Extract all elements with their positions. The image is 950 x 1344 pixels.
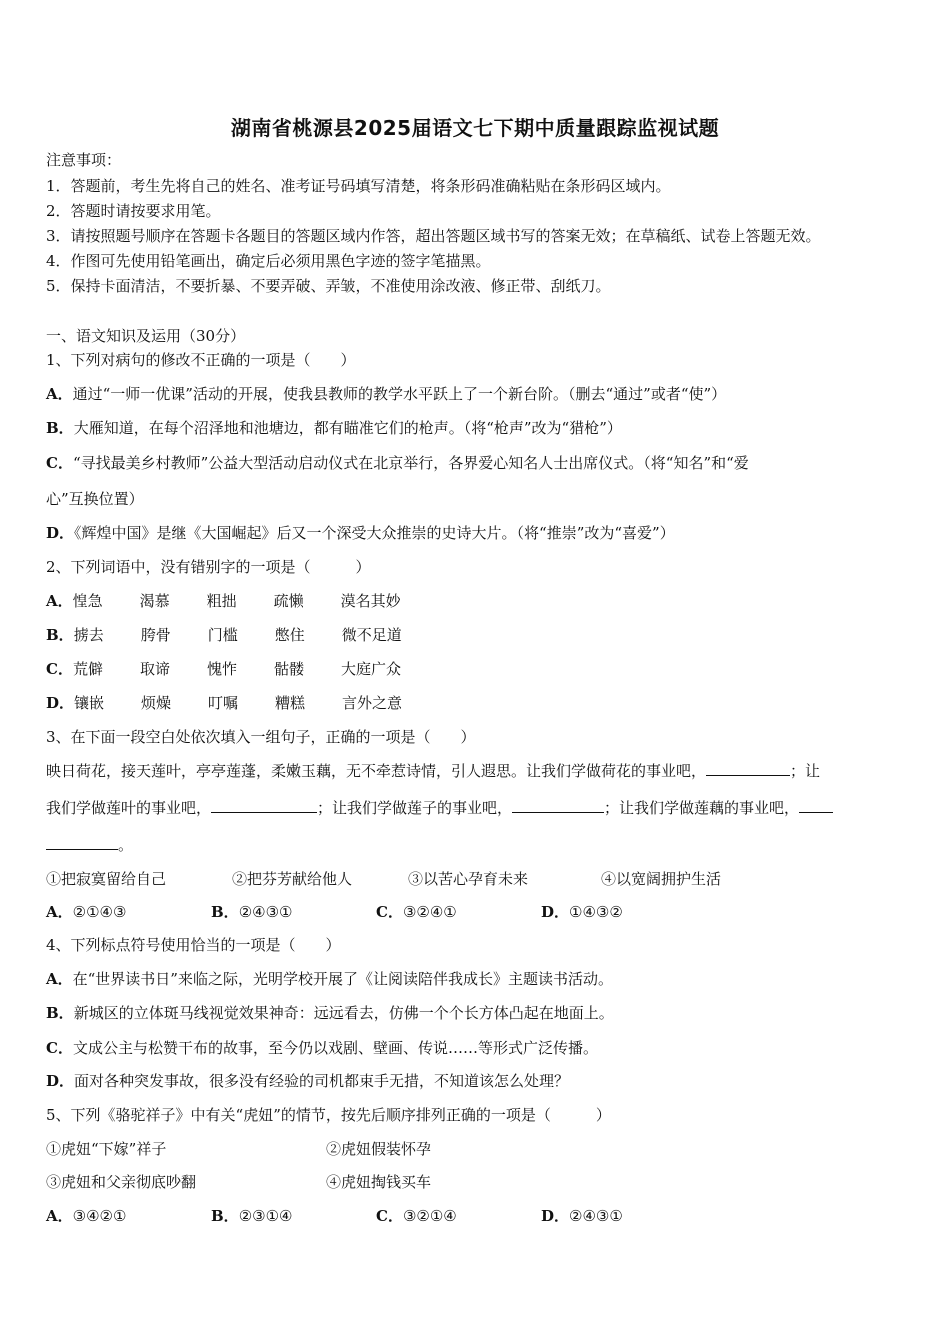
option-label: A． — [46, 385, 73, 403]
option-text: 大雁知道，在每个沼泽地和池塘边，都有瞄准它们的枪声。（将“枪声”改为“猎枪”） — [73, 419, 622, 437]
choice-text: ②③①④ — [238, 1207, 293, 1225]
sentence: ①把寂寞留给自己 — [46, 870, 167, 888]
sentence-options — [46, 869, 721, 889]
choice — [46, 902, 211, 922]
passage-text: ；让 — [790, 762, 821, 780]
word: 惶急 — [72, 592, 103, 610]
option-label: D． — [541, 903, 570, 921]
passage-line — [46, 835, 133, 855]
word: 骷髅 — [273, 660, 304, 678]
blank-1 — [706, 761, 790, 776]
event-row — [46, 1139, 431, 1159]
option-text: 在“世界读书日”来临之际，光明学校开展了《让阅读陪伴我成长》主题读书活动。 — [72, 970, 613, 988]
choice — [376, 1206, 541, 1226]
option-text: 《辉煌中国》是继《大国崛起》后又一个深受大众推崇的史诗大片。（将“推崇”改为“喜爱”） — [74, 524, 675, 542]
word: 愧怍 — [206, 660, 237, 678]
word: 掳去 — [73, 626, 104, 644]
passage-text: 我们学做莲叶的事业吧， — [46, 799, 212, 817]
choice-text: ③②①④ — [402, 1207, 457, 1225]
word: 言外之意 — [342, 694, 403, 712]
word: 大庭广众 — [340, 660, 401, 678]
word-row — [46, 625, 402, 645]
notice-item: 5．保持卡面清洁，不要折暴、不要弄破、弄皱，不准使用涂改液、修正带、刮纸刀。 — [46, 277, 611, 295]
option-label: C． — [376, 903, 403, 921]
option-label: C． — [46, 454, 73, 472]
blank-4-continued — [46, 835, 118, 850]
word: 粗拙 — [206, 592, 237, 610]
word: 憋住 — [274, 626, 305, 644]
notice-item: 4．作图可先使用铅笔画出，确定后必须用黑色字迹的签字笔描黑。 — [46, 252, 491, 270]
option-label: C． — [46, 1039, 73, 1057]
event: ①虎妞“下嫁”祥子 — [46, 1140, 167, 1158]
option-text: 新城区的立体斑马线视觉效果神奇：远远看去，仿佛一个个长方体凸起在地面上。 — [73, 1004, 614, 1022]
blank-2 — [211, 798, 317, 813]
passage-text: ；让我们学做莲子的事业吧， — [317, 799, 513, 817]
section-heading: 一、语文知识及运用（30分） — [46, 327, 246, 345]
option-row — [46, 523, 675, 543]
notice-item: 1．答题前，考生先将自己的姓名、准考证号码填写清楚，将条形码准确粘贴在条形码区域内。 — [46, 177, 671, 195]
option-row — [46, 1038, 598, 1058]
option-text: “寻找最美乡村教师”公益大型活动启动仪式在北京举行，各界爱心知名人士出席仪式。（将“知名”和“爱 — [72, 454, 749, 472]
option-label: B． — [46, 1004, 74, 1022]
word: 胯骨 — [140, 626, 171, 644]
word-row — [46, 693, 402, 713]
sentence: ④以宽阔拥护生活 — [601, 870, 722, 888]
option-row — [46, 1071, 569, 1091]
page-title: 湖南省桃源县2025届语文七下期中质量跟踪监视试题 — [230, 116, 720, 140]
option-label: A． — [46, 1207, 73, 1225]
option-text: 文成公主与松赞干布的故事，至今仍以戏剧、壁画、传说……等形式广泛传播。 — [72, 1039, 598, 1057]
passage-text: ；让我们学做莲藕的事业吧， — [604, 799, 800, 817]
notice-heading: 注意事项： — [46, 151, 122, 169]
option-text: 面对各种突发事故，很多没有经验的司机都束手无措，不知道该怎么处理？ — [74, 1072, 570, 1090]
sentence: ③以苦心孕育未来 — [408, 870, 529, 888]
question-stem: 4、下列标点符号使用恰当的一项是（ ） — [46, 936, 341, 954]
option-label: D． — [46, 694, 75, 712]
option-row — [46, 384, 726, 404]
option-text: 通过“一师一优课”活动的开展，使我县教师的教学水平跃上了一个新台阶。（删去“通过”或者“使”） — [72, 385, 727, 403]
choice-text: ③④②① — [72, 1207, 127, 1225]
word: 微不足道 — [341, 626, 402, 644]
option-text-continued: 心”互换位置） — [46, 490, 144, 508]
word: 烦燥 — [141, 694, 172, 712]
word-row — [46, 659, 401, 679]
word: 漠名其妙 — [340, 592, 401, 610]
question-stem: 2、下列词语中，没有错别字的一项是（ ） — [46, 558, 371, 576]
sentence: ②把芬芳献给他人 — [232, 870, 353, 888]
event: ②虎妞假装怀孕 — [326, 1140, 432, 1158]
option-row — [46, 418, 622, 438]
notice-item: 3．请按照题号顺序在答题卡各题目的答题区域内作答，超出答题区域书写的答案无效；在草稿纸、试卷上答题无效。 — [46, 227, 821, 245]
question-stem: 1、下列对病句的修改不正确的一项是（ ） — [46, 351, 356, 369]
choice — [46, 1206, 211, 1226]
option-row — [46, 1003, 614, 1023]
option-label: C． — [46, 660, 73, 678]
option-label: A． — [46, 592, 73, 610]
option-label: A． — [46, 970, 73, 988]
choice-row — [46, 902, 623, 922]
word: 渴慕 — [139, 592, 170, 610]
passage-text: 映日荷花，接天莲叶，亭亭莲蓬，柔嫩玉藕，无不牵惹诗情，引人遐思。让我们学做荷花的事业吧， — [46, 762, 707, 780]
choice-text: ②④③① — [569, 1207, 623, 1225]
word: 疏懒 — [273, 592, 304, 610]
blank-3 — [512, 798, 604, 813]
choice-text: ③②④① — [402, 903, 457, 921]
word: 荒僻 — [72, 660, 103, 678]
word: 镶嵌 — [74, 694, 105, 712]
notice-item: 2．答题时请按要求用笔。 — [46, 202, 221, 220]
choice-row — [46, 1206, 623, 1226]
choice-text: ②④③① — [238, 903, 293, 921]
word: 叮嘱 — [208, 694, 239, 712]
passage-text: 。 — [118, 836, 134, 854]
option-label: D． — [46, 524, 75, 542]
option-label: D． — [46, 1072, 75, 1090]
choice-text: ①④③② — [569, 903, 623, 921]
option-label: D． — [541, 1207, 570, 1225]
choice — [541, 1206, 623, 1226]
question-stem: 5、下列《骆驼祥子》中有关“虎妞”的情节，按先后顺序排列正确的一项是（ ） — [46, 1106, 611, 1124]
choice — [211, 902, 376, 922]
option-row — [46, 453, 749, 473]
passage-line — [46, 798, 833, 818]
option-row — [46, 969, 613, 989]
blank-4 — [799, 798, 833, 813]
option-label: B． — [211, 903, 239, 921]
event: ④虎妞掏钱买车 — [326, 1173, 432, 1191]
choice — [376, 902, 541, 922]
option-label: B． — [211, 1207, 239, 1225]
option-label: B． — [46, 419, 74, 437]
choice-text: ②①④③ — [72, 903, 127, 921]
option-label: B． — [46, 626, 74, 644]
option-label: C． — [376, 1207, 403, 1225]
word: 门槛 — [207, 626, 238, 644]
word-row — [46, 591, 401, 611]
event: ③虎妞和父亲彻底吵翻 — [46, 1173, 197, 1191]
choice — [541, 902, 623, 922]
option-label: A． — [46, 903, 73, 921]
event-row — [46, 1172, 431, 1192]
word: 糟糕 — [275, 694, 306, 712]
choice — [211, 1206, 376, 1226]
passage-line — [46, 761, 820, 781]
question-stem: 3、在下面一段空白处依次填入一组句子，正确的一项是（ ） — [46, 728, 476, 746]
word: 取谛 — [139, 660, 170, 678]
